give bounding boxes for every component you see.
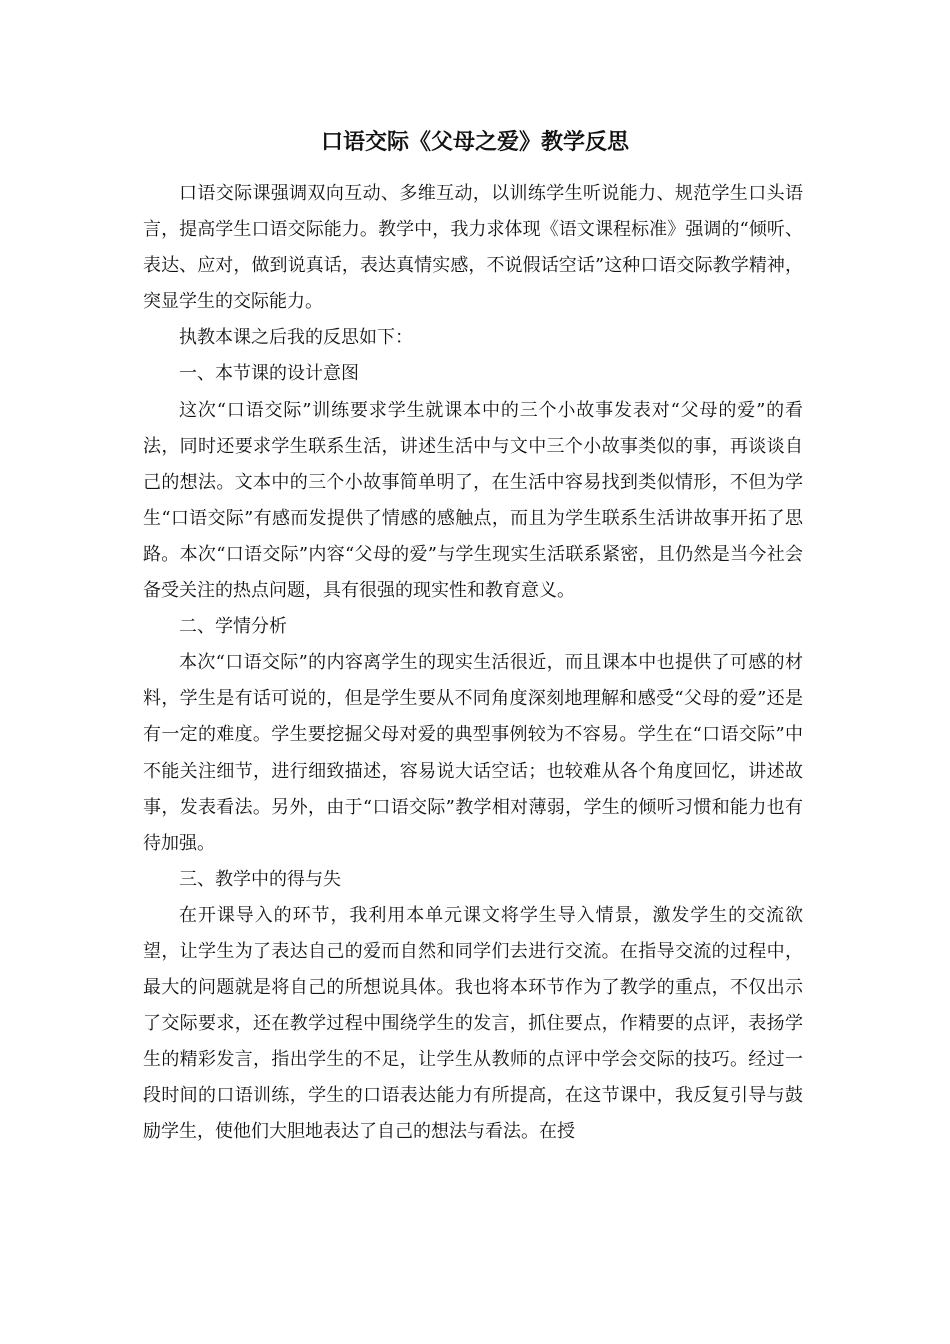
section-heading-student-analysis: 二、学情分析 [179,616,287,638]
paragraph-intro: 口语交际课强调双向互动、多维互动，以训练学生听说能力、规范学生口头语言，提高学生口语交际能力。教学中，我力求体现《语文课程标准》强调的“倾听、表达、应对，做到说真话，表达真情实感，不说假话空话”这种口语交际教学精神，突显学生的交际能力。 [143,183,803,313]
paragraph-student-analysis: 本次“口语交际”的内容离学生的现实生活很近，而且课本中也提供了可感的材料，学生是有话可说的，但是学生要从不同角度深刻地理解和感受“父母的爱”还是有一定的难度。学生要挖掘父母对爱的典型事例较为不容易。学生在“口语交际”中不能关注细节，进行细致描述，容易说大话空话；也较难从各个角度回忆，讲述故事，发表看法。另外，由于“口语交际”教学相对薄弱，学生的倾听习惯和能力也有待加强。 [143,652,803,854]
section-heading-design-intent: 一、本节课的设计意图 [179,363,359,385]
paragraph-gains-losses: 在开课导入的环节，我利用本单元课文将学生导入情景，激发学生的交流欲望，让学生为了表达自己的爱而自然和同学们去进行交流。在指导交流的过程中，最大的问题就是将自己的所想说具体。我也将本环节作为了教学的重点，不仅出示了交际要求，还在教学过程中围绕学生的发言，抓住要点，作精要的点评，表扬学生的精彩发言，指出学生的不足，让学生从教师的点评中学会交际的技巧。经过一段时间的口语训练，学生的口语表达能力有所提高，在这节课中，我反复引导与鼓励学生，使他们大胆地表达了自己的想法与看法。在授 [143,904,803,1143]
paragraph-reflection-lead: 执教本课之后我的反思如下： [179,327,413,349]
document-title: 口语交际《父母之爱》教学反思 [320,129,629,155]
section-heading-gains-losses: 三、教学中的得与失 [179,868,341,890]
document-body [143,176,803,1151]
paragraph-design-intent: 这次“口语交际”训练要求学生就课本中的三个小故事发表对“父母的爱”的看法，同时还要求学生联系生活，讲述生活中与文中三个小故事类似的事，再谈谈自己的想法。文本中的三个小故事简单明了，在生活中容易找到类似情形，不但为学生“口语交际”有感而发提供了情感的感触点，而且为学生联系生活讲故事开拓了思路。本次“口语交际”内容“父母的爱”与学生现实生活联系紧密，且仍然是当今社会备受关注的热点问题，具有很强的现实性和教育意义。 [143,399,803,602]
